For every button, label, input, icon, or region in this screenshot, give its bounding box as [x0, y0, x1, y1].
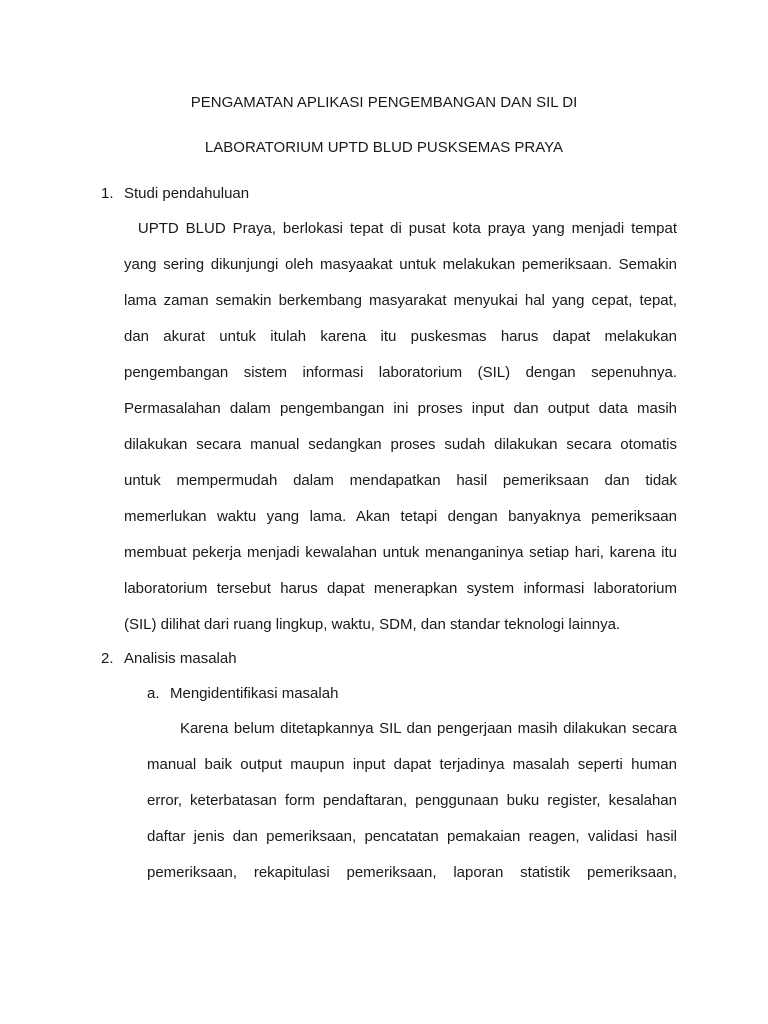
section-1-paragraph	[124, 211, 677, 643]
paragraph-line: lama zaman semakin berkembang masyarakat menyukai hal yang cepat, tepat,	[124, 292, 677, 309]
document-title-line-2: LABORATORIUM UPTD BLUD PUSKSEMAS PRAYA	[204, 139, 564, 156]
subsection-a-letter: a.	[147, 685, 160, 702]
paragraph-line: Permasalahan dalam pengembangan ini proses input dan output data masih	[124, 400, 677, 417]
paragraph-line: Karena belum ditetapkannya SIL dan pengerjaan masih dilakukan secara	[147, 720, 677, 737]
section-1-heading: Studi pendahuluan	[124, 185, 250, 202]
section-2-number: 2.	[101, 650, 114, 667]
paragraph-line: pemeriksaan, rekapitulasi pemeriksaan, laporan statistik pemeriksaan,	[147, 864, 677, 881]
paragraph-line: pengembangan sistem informasi laboratorium (SIL) dengan sepenuhnya.	[124, 364, 677, 381]
paragraph-line: memerlukan waktu yang lama. Akan tetapi dengan banyaknya pemeriksaan	[124, 508, 677, 525]
paragraph-line: manual baik output maupun input dapat terjadinya masalah seperti human	[147, 756, 677, 773]
paragraph-line: membuat pekerja menjadi kewalahan untuk menanganinya setiap hari, karena itu	[124, 544, 677, 561]
paragraph-line: dilakukan secara manual sedangkan proses sudah dilakukan secara otomatis	[124, 436, 677, 453]
paragraph-line: daftar jenis dan pemeriksaan, pencatatan pemakaian reagen, validasi hasil	[147, 828, 677, 845]
paragraph-line: untuk mempermudah dalam mendapatkan hasil pemeriksaan dan tidak	[124, 472, 677, 489]
paragraph-line: UPTD BLUD Praya, berlokasi tepat di pusat kota praya yang menjadi tempat	[124, 220, 677, 237]
paragraph-line: dan akurat untuk itulah karena itu puskesmas harus dapat melakukan	[124, 328, 677, 345]
document-title-line-1: PENGAMATAN APLIKASI PENGEMBANGAN DAN SIL DI	[190, 94, 578, 111]
paragraph-line: laboratorium tersebut harus dapat menerapkan system informasi laboratorium	[124, 580, 677, 597]
subsection-a-paragraph	[147, 711, 677, 891]
section-2-heading: Analisis masalah	[124, 650, 237, 667]
subsection-a-heading: Mengidentifikasi masalah	[170, 685, 339, 702]
paragraph-line: yang sering dikunjungi oleh masyaakat untuk melakukan pemeriksaan. Semakin	[124, 256, 677, 273]
paragraph-line: error, keterbatasan form pendaftaran, penggunaan buku register, kesalahan	[147, 792, 677, 809]
paragraph-line: (SIL) dilihat dari ruang lingkup, waktu, SDM, dan standar teknologi lainnya.	[124, 616, 621, 633]
section-1-number: 1.	[101, 185, 114, 202]
